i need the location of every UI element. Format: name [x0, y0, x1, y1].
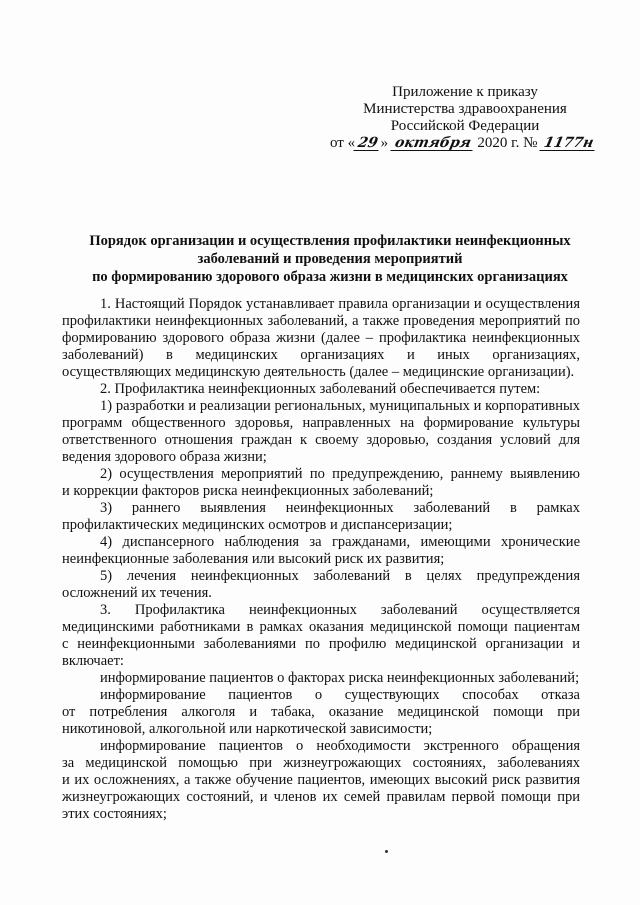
body-line: жизнеугрожающих состояний, и членов их семей правилам первой помощи при — [62, 789, 580, 805]
date-prefix: от « — [330, 135, 356, 151]
body-line: 2) осуществления мероприятий по предупреждению, раннему выявлению — [100, 466, 580, 482]
body-line: 3) раннего выявления неинфекционных заболеваний в рамках — [100, 500, 580, 516]
body-line: от потребления алкоголя и табака, оказание медицинской помощи при — [62, 704, 580, 720]
body-line: ведения здорового образа жизни; — [62, 449, 267, 465]
body-line: 3. Профилактика неинфекционных заболеваний осуществляется — [100, 602, 580, 618]
body-line: 5) лечения неинфекционных заболеваний в целях предупреждения — [100, 568, 580, 584]
body-line: осложнений их течения. — [62, 585, 212, 601]
body-line: ответственного отношения граждан к своему здоровью, создания условий для — [62, 432, 580, 448]
document-body — [62, 296, 580, 823]
order-number-handwritten: 1177н — [540, 136, 598, 151]
approval-header — [330, 84, 600, 152]
document-title — [60, 232, 600, 286]
title-line-2: заболеваний и проведения мероприятий — [197, 251, 463, 267]
header-line-country: Российской Федерации — [390, 118, 540, 134]
body-line: формированию здорового образа жизни (далее – профилактика неинфекционных — [62, 330, 580, 346]
body-line: 1. Настоящий Порядок устанавливает правила организации и осуществления — [100, 296, 580, 312]
body-line: медицинскими работниками в рамках оказания медицинской помощи пациентам — [62, 619, 580, 635]
body-line: 2. Профилактика неинфекционных заболеваний обеспечивается путем: — [100, 381, 541, 397]
body-line: профилактических медицинских осмотров и диспансеризации; — [62, 517, 453, 533]
body-line: и их осложнениях, а также обучение пациентов, имеющих высокий риск развития — [62, 772, 580, 788]
page-speck — [385, 850, 388, 853]
title-line-1: Порядок организации и осуществления профилактики неинфекционных — [89, 233, 571, 249]
body-line: профилактики неинфекционных заболеваний, а также проведения мероприятий по — [62, 313, 580, 329]
body-line: информирование пациентов о существующих способах отказа — [100, 687, 580, 703]
body-line: программ общественного здоровья, направленных на формирование культуры — [62, 415, 580, 431]
header-line-appendix: Приложение к приказу — [392, 84, 538, 100]
body-line: осуществляющих медицинскую деятельность (далее – медицинские организации). — [62, 364, 575, 380]
date-month-handwritten: октября — [390, 136, 475, 151]
body-line: неинфекционные заболевания или высокий риск их развития; — [62, 551, 445, 567]
date-mid: » — [380, 135, 389, 151]
body-line: 4) диспансерного наблюдения за гражданами, имеющими хронические — [100, 534, 580, 550]
body-line: с неинфекционными заболеваниями по профилю медицинской организации и — [62, 636, 580, 652]
date-year: 2020 г. № — [477, 135, 538, 151]
body-line: 1) разработки и реализации региональных, муниципальных и корпоративных — [100, 398, 580, 414]
date-day-handwritten: 29 — [354, 136, 383, 151]
body-line: заболеваний) в медицинских организациях и иных организациях, — [62, 347, 580, 363]
body-line: информирование пациентов о необходимости экстренного обращения — [100, 738, 580, 754]
body-line: информирование пациентов о факторах риска неинфекционных заболеваний; — [100, 670, 580, 686]
body-line: включает: — [62, 653, 124, 669]
title-line-3: по формированию здорового образа жизни в медицинских организациях — [92, 269, 568, 285]
body-line: этих состояниях; — [62, 806, 167, 822]
body-line: и коррекции факторов риска неинфекционных заболеваний; — [62, 483, 434, 499]
body-line: никотиновой, алкогольной или наркотической зависимости; — [62, 721, 433, 737]
header-date-line — [330, 135, 600, 152]
header-line-ministry: Министерства здравоохранения — [363, 101, 567, 117]
body-line: за медицинской помощью при жизнеугрожающих состояниях, заболеваниях — [62, 755, 580, 771]
